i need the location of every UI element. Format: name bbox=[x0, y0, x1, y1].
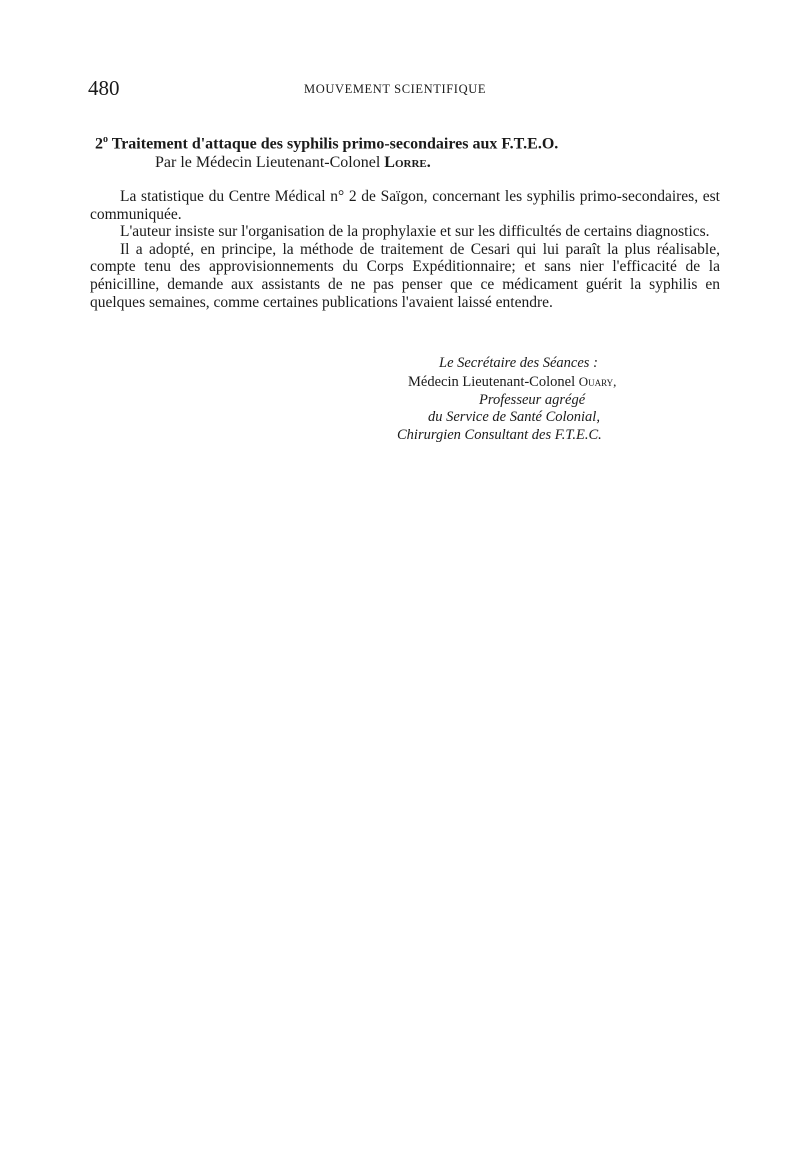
byline bbox=[155, 154, 431, 172]
article-title bbox=[95, 134, 558, 153]
page-number: 480 bbox=[88, 76, 120, 100]
signature-rank: Médecin Lieutenant-Colonel bbox=[408, 373, 576, 390]
signature-name: Ouary, bbox=[578, 373, 617, 389]
signature-service: du Service de Santé Colonial, bbox=[428, 409, 600, 426]
signature-block bbox=[395, 355, 700, 445]
signature-position: Chirurgien Consultant des F.T.E.C. bbox=[397, 427, 602, 444]
author-name: Lorre. bbox=[384, 154, 431, 171]
paragraph-1: La statistique du Centre Médical n° 2 de Saïgon, concernant les syphilis primo-secondaires, est communiquée. bbox=[90, 188, 720, 223]
paragraph-2: L'auteur insiste sur l'organisation de la prophylaxie et sur les difficultés de certains diagnostics. bbox=[120, 223, 710, 241]
byline-prefix: Par le Médecin Lieutenant-Colonel bbox=[155, 154, 381, 171]
signature-rank-line bbox=[395, 373, 700, 392]
signature-role: Le Secrétaire des Séances : bbox=[439, 355, 598, 371]
article-body bbox=[90, 188, 720, 311]
signature-title: Professeur agrégé bbox=[479, 391, 586, 408]
paragraph-3: Il a adopté, en principe, la méthode de traitement de Cesari qui lui paraît la plus réalisable, compte tenu des approvisionnements du Corps Expéditionnaire; et sans nier l'efficacité de la pénicilline, demande aux assistants de ne pas penser que ce médicament guérit la syphilis en quelques semaines, comme certaines publications l'avaient laissé entendre. bbox=[90, 240, 720, 311]
running-head: MOUVEMENT SCIENTIFIQUE bbox=[304, 82, 487, 96]
title-number: 2 bbox=[95, 135, 103, 153]
title-degree: o bbox=[103, 134, 108, 145]
title-text: Traitement d'attaque des syphilis primo-secondaires aux F.T.E.O. bbox=[111, 135, 559, 153]
